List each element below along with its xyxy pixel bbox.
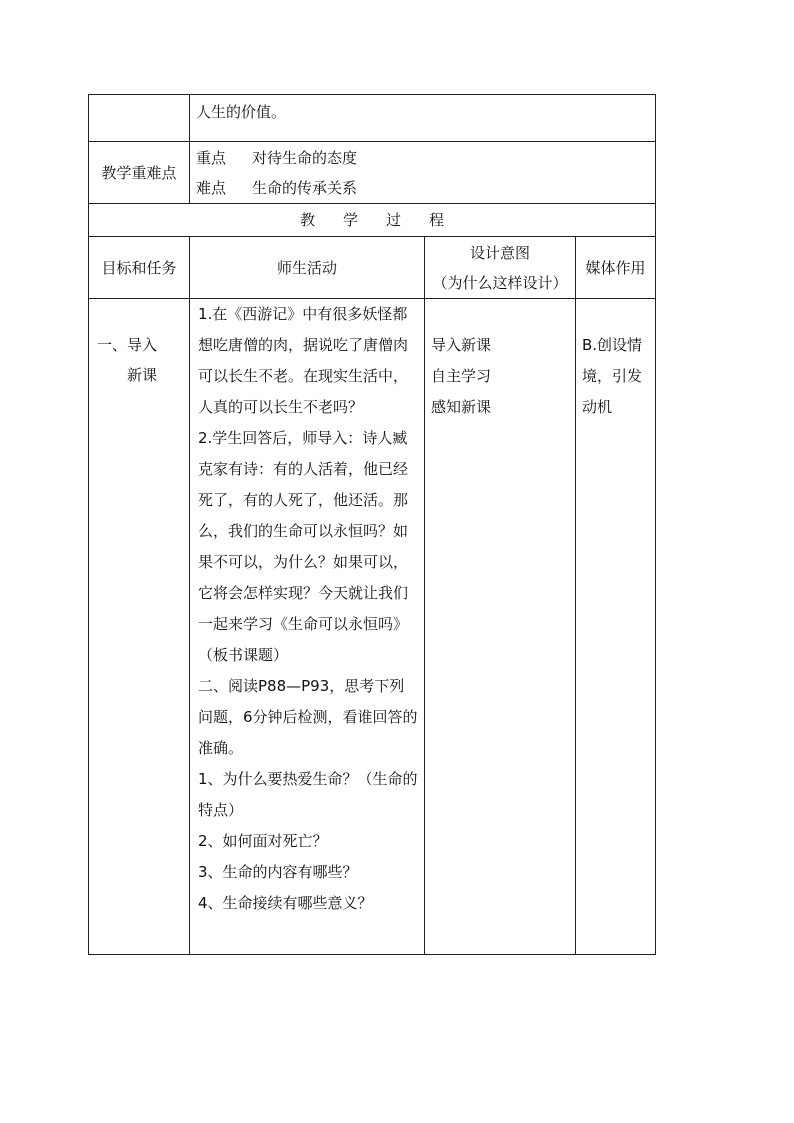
continued-text-cell [190, 95, 656, 142]
design-item: 感知新课 [431, 398, 492, 416]
media-line: B.创设情 [582, 336, 643, 354]
header-activity: 师生活动 [190, 237, 425, 299]
section-design-cell [425, 299, 576, 955]
header-design-line2: （为什么这样设计） [432, 273, 568, 292]
activity-paragraph: 3、生命的内容有哪些？ [198, 863, 358, 881]
key-point-text: 对待生命的态度 [252, 148, 358, 167]
header-row [89, 237, 656, 299]
activity-paragraph: 1、为什么要热爱生命？（生命的特点） [198, 770, 418, 819]
process-title-row [89, 204, 656, 237]
header-media: 媒体作用 [576, 237, 656, 299]
section-activity-cell [190, 299, 425, 955]
activity-paragraph: 2、如何面对死亡？ [198, 832, 328, 850]
activity-paragraph: 1.在《西游记》中有很多妖怪都想吃唐僧的肉，据说吃了唐僧肉可以长生不老。在现实生活中，人真的可以长生不老吗？ [198, 305, 409, 416]
activity-paragraph: 4、生命接续有哪些意义？ [198, 894, 373, 912]
difficulty-text: 生命的传承关系 [252, 178, 358, 197]
header-design [425, 237, 576, 299]
header-goals: 目标和任务 [89, 237, 190, 299]
activity-paragraph: 2.学生回答后，师导入：诗人臧克家有诗：有的人活着，他已经死了，有的人死了，他还活。那么，我们的生命可以永恒吗？如果不可以，为什么？如果可以，它将会怎样实现？今天就让我们一起来学习《生命可以永恒吗》（板书课题） [198, 429, 409, 664]
key-points-row [89, 142, 656, 204]
section-goal-line2: 新课 [127, 366, 158, 384]
activity-paragraph: 二、阅读P88—P93，思考下列问题，6分钟后检测，看谁回答的准确。 [198, 677, 418, 757]
design-item: 导入新课 [431, 336, 492, 354]
section-row [89, 299, 656, 955]
key-points-label: 教学重难点 [89, 142, 190, 204]
process-title: 教学过程 [89, 204, 656, 237]
key-points-cell [190, 142, 656, 204]
difficulty-tag: 难点 [196, 178, 227, 197]
key-point-item [190, 143, 655, 173]
header-design-line1: 设计意图 [469, 243, 530, 262]
media-line: 动机 [582, 398, 613, 416]
continued-text: 人生的价值。 [196, 103, 287, 121]
media-line: 境，引发 [582, 367, 643, 385]
section-goal-line1: 一、导入 [97, 336, 158, 354]
design-item: 自主学习 [431, 367, 492, 385]
continued-row [89, 95, 656, 142]
section-goal-cell [89, 299, 190, 955]
difficulty-item [190, 173, 655, 203]
continued-label-cell [89, 95, 190, 142]
section-media-cell [576, 299, 656, 955]
lesson-plan-table [88, 94, 656, 955]
key-point-tag: 重点 [196, 148, 227, 167]
